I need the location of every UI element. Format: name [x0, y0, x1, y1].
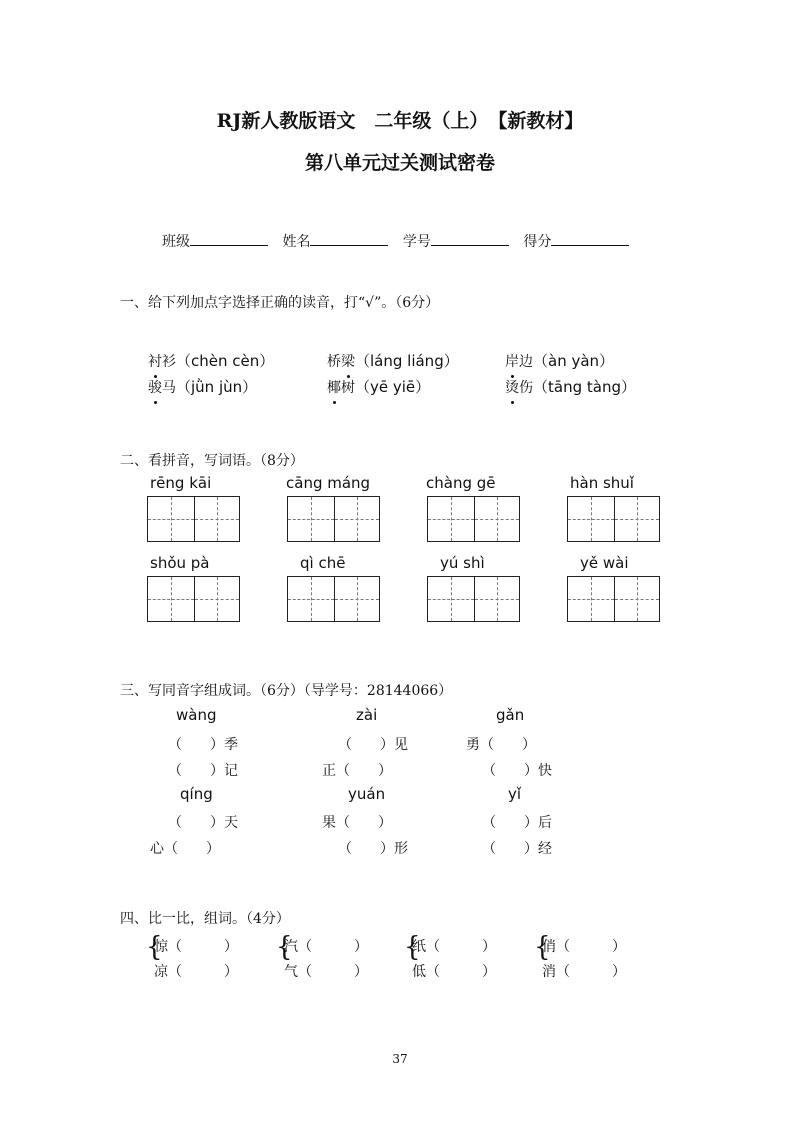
- homophone-pinyin: yǐ: [508, 785, 522, 803]
- homophone-word[interactable]: （ ）见: [338, 737, 408, 753]
- name-blank[interactable]: [310, 231, 388, 246]
- homophone-word[interactable]: （ ）记: [168, 763, 238, 779]
- homophone-word[interactable]: 勇（ ）: [466, 737, 536, 753]
- writing-grid[interactable]: [147, 496, 240, 542]
- brace-symbol: {: [534, 931, 551, 963]
- writing-grid[interactable]: [427, 496, 520, 542]
- dotted-character: 骏: [148, 377, 162, 397]
- dotted-character: 梁: [341, 351, 355, 371]
- pronunciation-item: 桥梁（láng liáng）: [327, 352, 459, 370]
- title-line-1: RJ新人教版语文 二年级（上） 【新教材】: [216, 110, 584, 132]
- writing-grid[interactable]: [567, 496, 660, 542]
- homophone-pinyin: zài: [356, 706, 378, 724]
- dotted-character: 衬: [148, 351, 162, 371]
- number-blank[interactable]: [431, 231, 509, 246]
- compare-word[interactable]: 低（ ）: [412, 964, 496, 980]
- dotted-character: 岸: [505, 351, 519, 371]
- section-2-heading: 二、看拼音，写词语。（8分）: [120, 453, 304, 469]
- homophone-pinyin: gǎn: [496, 706, 525, 724]
- brace-symbol: {: [146, 931, 163, 963]
- pinyin-prompt: cāng máng: [286, 474, 371, 492]
- homophone-word[interactable]: 正（ ）: [322, 763, 392, 779]
- pinyin-prompt: yě wài: [580, 554, 629, 572]
- section-1-heading: 一、给下列加点字选择正确的读音，打“√”。（6分）: [120, 295, 440, 311]
- writing-grid[interactable]: [147, 576, 240, 622]
- writing-grid[interactable]: [567, 576, 660, 622]
- pinyin-prompt: hàn shuǐ: [570, 474, 634, 492]
- section-4-heading: 四、比一比，组词。（4分）: [120, 911, 290, 927]
- dotted-character: 烫: [505, 377, 519, 397]
- compare-word[interactable]: 消（ ）: [542, 964, 626, 980]
- pinyin-prompt: qì chē: [300, 554, 346, 572]
- homophone-word[interactable]: （ ）天: [168, 815, 238, 831]
- class-label: 班级: [162, 234, 190, 250]
- homophone-word[interactable]: （ ）后: [482, 815, 552, 831]
- reading-options[interactable]: （tāng tàng）: [533, 378, 636, 396]
- compare-word[interactable]: 俏（ ）: [542, 939, 626, 955]
- pinyin-prompt: yú shì: [440, 554, 485, 572]
- title-line-2: 第八单元过关测试密卷: [304, 152, 495, 174]
- homophone-word[interactable]: （ ）季: [168, 737, 238, 753]
- reading-options[interactable]: （àn yàn）: [533, 352, 615, 370]
- compare-word[interactable]: 气（ ）: [284, 964, 368, 980]
- pronunciation-item: 骏马（jǜn jùn）: [148, 378, 258, 396]
- name-label: 姓名: [282, 234, 311, 250]
- dotted-character: 椰: [327, 377, 341, 397]
- page-number: 37: [392, 1052, 408, 1066]
- homophone-word[interactable]: 心（ ）: [150, 841, 220, 857]
- pronunciation-item: 烫伤（tāng tàng）: [505, 378, 636, 396]
- brace-symbol: {: [276, 931, 293, 963]
- pronunciation-item: 岸边（àn yàn）: [505, 352, 615, 370]
- pronunciation-item: 衬衫（chèn cèn）: [148, 352, 275, 370]
- score-blank[interactable]: [551, 231, 629, 246]
- homophone-word[interactable]: 果（ ）: [322, 815, 392, 831]
- class-blank[interactable]: [190, 231, 268, 246]
- compare-word[interactable]: 凉（ ）: [154, 964, 238, 980]
- homophone-word[interactable]: （ ）经: [482, 841, 552, 857]
- number-label: 学号: [402, 234, 431, 250]
- homophone-word[interactable]: （ ）快: [482, 763, 552, 779]
- pinyin-prompt: shǒu pà: [150, 554, 210, 572]
- pinyin-prompt: chàng gē: [426, 474, 496, 492]
- compare-word[interactable]: 纸（ ）: [412, 939, 496, 955]
- writing-grid[interactable]: [287, 576, 380, 622]
- student-info-line: [162, 231, 639, 251]
- compare-word[interactable]: 汽（ ）: [284, 939, 368, 955]
- pinyin-prompt: rēng kāi: [150, 474, 212, 492]
- writing-grid[interactable]: [427, 576, 520, 622]
- homophone-pinyin: yuán: [348, 785, 386, 803]
- reading-options[interactable]: （jǜn jùn）: [176, 378, 258, 396]
- reading-options[interactable]: （yē yiē）: [355, 378, 431, 396]
- homophone-pinyin: qíng: [180, 785, 213, 803]
- section-3-heading: 三、写同音字组成词。（6分）（导学号：28144066）: [120, 683, 453, 699]
- reading-options[interactable]: （láng liáng）: [355, 352, 459, 370]
- pronunciation-item: 椰树（yē yiē）: [327, 378, 431, 396]
- brace-symbol: {: [404, 931, 421, 963]
- homophone-word[interactable]: （ ）形: [338, 841, 408, 857]
- writing-grid[interactable]: [287, 496, 380, 542]
- score-label: 得分: [523, 234, 552, 250]
- reading-options[interactable]: （chèn cèn）: [176, 352, 275, 370]
- compare-word[interactable]: 惊（ ）: [154, 939, 238, 955]
- homophone-pinyin: wàng: [176, 706, 217, 724]
